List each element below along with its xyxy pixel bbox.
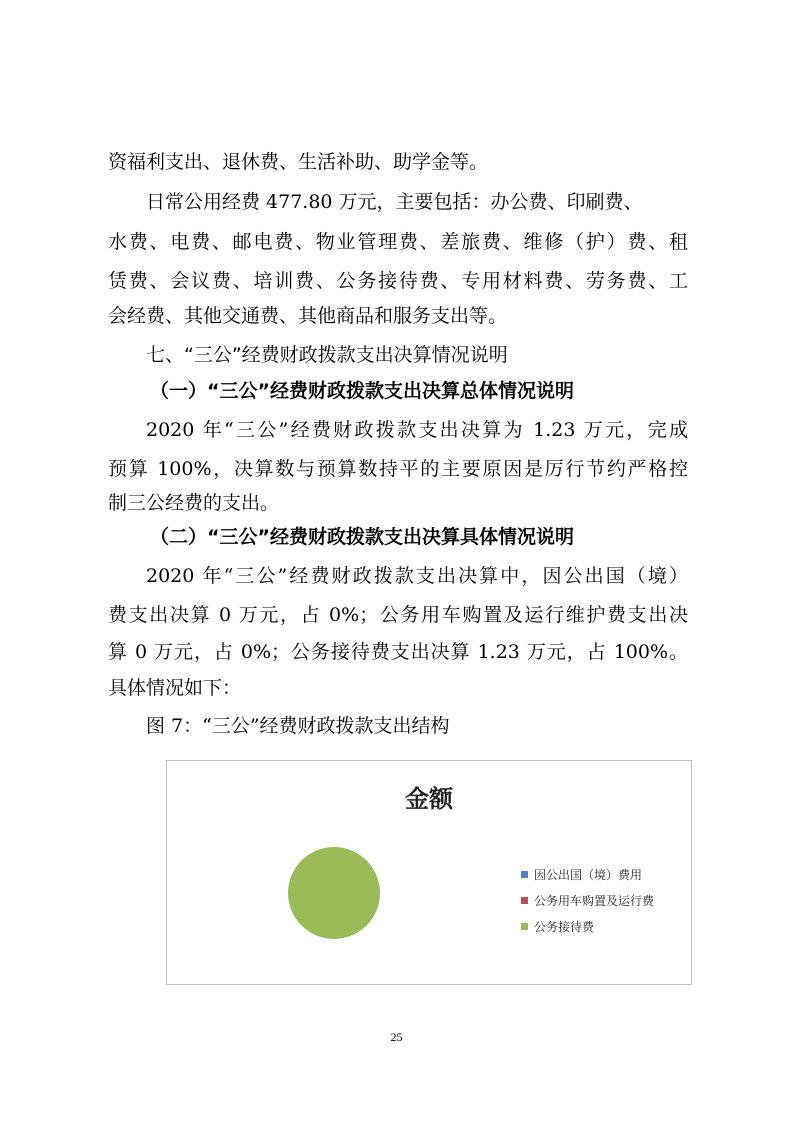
pie-slice-3 [288, 847, 380, 939]
paragraph-line: 制三公经费的支出。 [108, 492, 280, 514]
legend-swatch [521, 871, 528, 878]
paragraph-line: 费支出决算 0 万元，占 0%；公务用车购置及运行维护费支出决 [108, 604, 688, 626]
legend-label: 公务用车购置及运行费 [534, 893, 655, 908]
paragraph-line: 具体情况如下： [108, 677, 242, 699]
paragraph-line: 算 0 万元，占 0%；公务接待费支出决算 1.23 万元，占 100%。 [108, 641, 688, 663]
paragraph-line: 水费、电费、邮电费、物业管理费、差旅费、维修（护）费、租 [108, 231, 688, 253]
legend-item [521, 861, 654, 887]
legend-item [521, 887, 654, 913]
subsection-heading: （一）“三公”经费财政拨款支出决算总体情况说明 [150, 380, 574, 402]
legend-label: 因公出国（境）费用 [534, 867, 643, 882]
paragraph-line: 2020 年“三公”经费财政拨款支出决算中，因公出国（境） [146, 565, 688, 587]
legend-label: 公务接待费 [534, 919, 595, 934]
paragraph-line: 2020 年“三公”经费财政拨款支出决算为 1.23 万元，完成 [146, 419, 688, 441]
legend-swatch [521, 897, 528, 904]
page-number: 25 [390, 1030, 403, 1044]
figure-caption: 图 7：“三公”经费财政拨款支出结构 [146, 715, 450, 737]
paragraph-line: 赁费、会议费、培训费、公务接待费、专用材料费、劳务费、工 [108, 270, 688, 292]
legend-item [521, 913, 654, 939]
legend-swatch [521, 923, 528, 930]
section-heading: 七、“三公”经费财政拨款支出决算情况说明 [146, 344, 508, 366]
paragraph-line: 日常公用经费 477.80 万元，主要包括：办公费、印刷费、 [146, 191, 643, 213]
paragraph-line: 资福利支出、退休费、生活补助、助学金等。 [108, 151, 489, 173]
paragraph-line: 会经费、其他交通费、其他商品和服务支出等。 [108, 305, 508, 327]
pie-chart [166, 760, 692, 985]
chart-title: 金额 [405, 785, 453, 813]
chart-legend [521, 861, 654, 939]
subsection-heading: （二）“三公”经费财政拨款支出决算具体情况说明 [150, 526, 574, 548]
paragraph-line: 预算 100%，决算数与预算数持平的主要原因是厉行节约严格控 [108, 458, 688, 480]
